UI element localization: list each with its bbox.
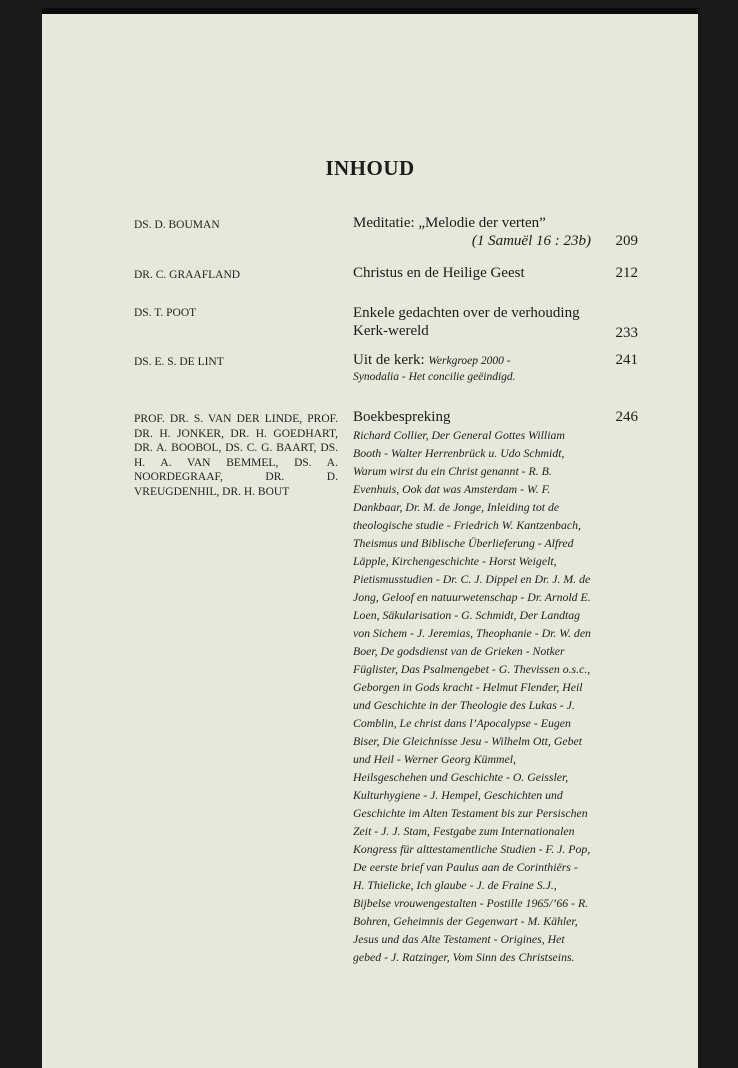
toc-author: PROF. DR. S. VAN DER LINDE, PROF. DR. H. JONKER, DR. H. GOEDHART, DR. A. BOOBOL, DS. C. G. BAART, DS. H. A. VAN BEMMEL, DS. A. NOORDEGRAAF, DR. D. VREUGDENHIL, DR. H. BOUT [134, 413, 338, 498]
toc-review-list: Richard Collier, Der General Gottes William Booth - Walter Herrenbrück u. Udo Schmidt, Warum wirst du ein Christ genannt - R. B. Evenhuis, Ook dat was Amsterdam - W. F. Dankbaar, Dr. M. de Jonge, Inleiding tot de theologische studie - Friedrich W. Kantzenbach, Theismus und Biblische Überlieferung - Alfred Läpple, Kirchengeschichte - Horst Weigelt, Pietismusstudien - Dr. C. J. Dippel en Dr. J. M. de Jong, Geloof en natuurwetenschap - Dr. Arnold E. Loen, Säkularisation - G. Schmidt, Der Landtag von Sichem - J. Jeremias, Theophanie - Dr. W. den Boer, De godsdienst van de Grieken - Notker Füglister, Das Psalmengebet - G. Thevissen o.s.c., Geborgen in Gods kracht - Helmut Flender, Heil und Geschichte in der Theologie des Lukas - J. Comblin, Le christ dans l’Apocalypse - Eugen Biser, Die Gleichnisse Jesu - Wilhelm Ott, Gebet und Heil - Werner Georg Kümmel, Heilsgeschehen und Geschichte - O. Geissler, Kulturhygiene - J. Hempel, Geschichten und Geschichte im Alten Testament bis zur Persischen Zeit - J. J. Stam, Festgabe zum Internationalen Kongress für alttestamentliche Studien - F. J. Pop, De eerste brief van Paulus aan de Corinthiërs - H. Thielicke, Ich glaube - J. de Fraine S.J., Bijbelse vrouwengestalten - Postille 1965/’66 - R. Bohren, Geheimnis der Gegenwart - M. Kähler, Jesus und das Alte Testament - Origines, Het gebed - J. Ratzinger, Vom Sinn des Christseins. [353, 428, 591, 964]
toc-title-text: Meditatie: „Melodie der verten” [353, 215, 546, 231]
toc-title-text: Uit de kerk: [353, 352, 425, 368]
toc-title [353, 408, 591, 966]
toc-page-number: 212 [615, 265, 638, 281]
toc-author: DR. C. GRAAFLAND [134, 269, 241, 281]
toc-author: DS. D. BOUMAN [134, 219, 220, 231]
toc-page-number: 246 [615, 409, 638, 425]
page-title: INHOUD [325, 156, 415, 180]
toc-reference: (1 Samuël 16 : 23b) [471, 233, 591, 249]
scan-edge [42, 8, 698, 14]
toc-title-text: Boekbespreking [353, 409, 451, 425]
toc-page-number: 233 [615, 325, 638, 341]
toc-title [353, 214, 591, 250]
toc-title [353, 351, 591, 384]
document-page [42, 8, 698, 1068]
toc-title-text: Enkele gedachten over de verhouding Kerk-wereld [353, 305, 580, 339]
toc-page-number: 241 [615, 352, 638, 368]
toc-page-number: 209 [615, 233, 638, 249]
toc-title-text: Christus en de Heilige Geest [353, 265, 525, 281]
toc-title [353, 304, 591, 340]
toc-series: Werkgroep 2000 - [428, 355, 511, 367]
toc-title [353, 264, 591, 282]
toc-author: DS. E. S. DE LINT [134, 356, 224, 368]
toc-author: DS. T. POOT [134, 307, 197, 319]
toc-subtitle: Synodalia - Het concilie geëindigd. [353, 371, 516, 383]
